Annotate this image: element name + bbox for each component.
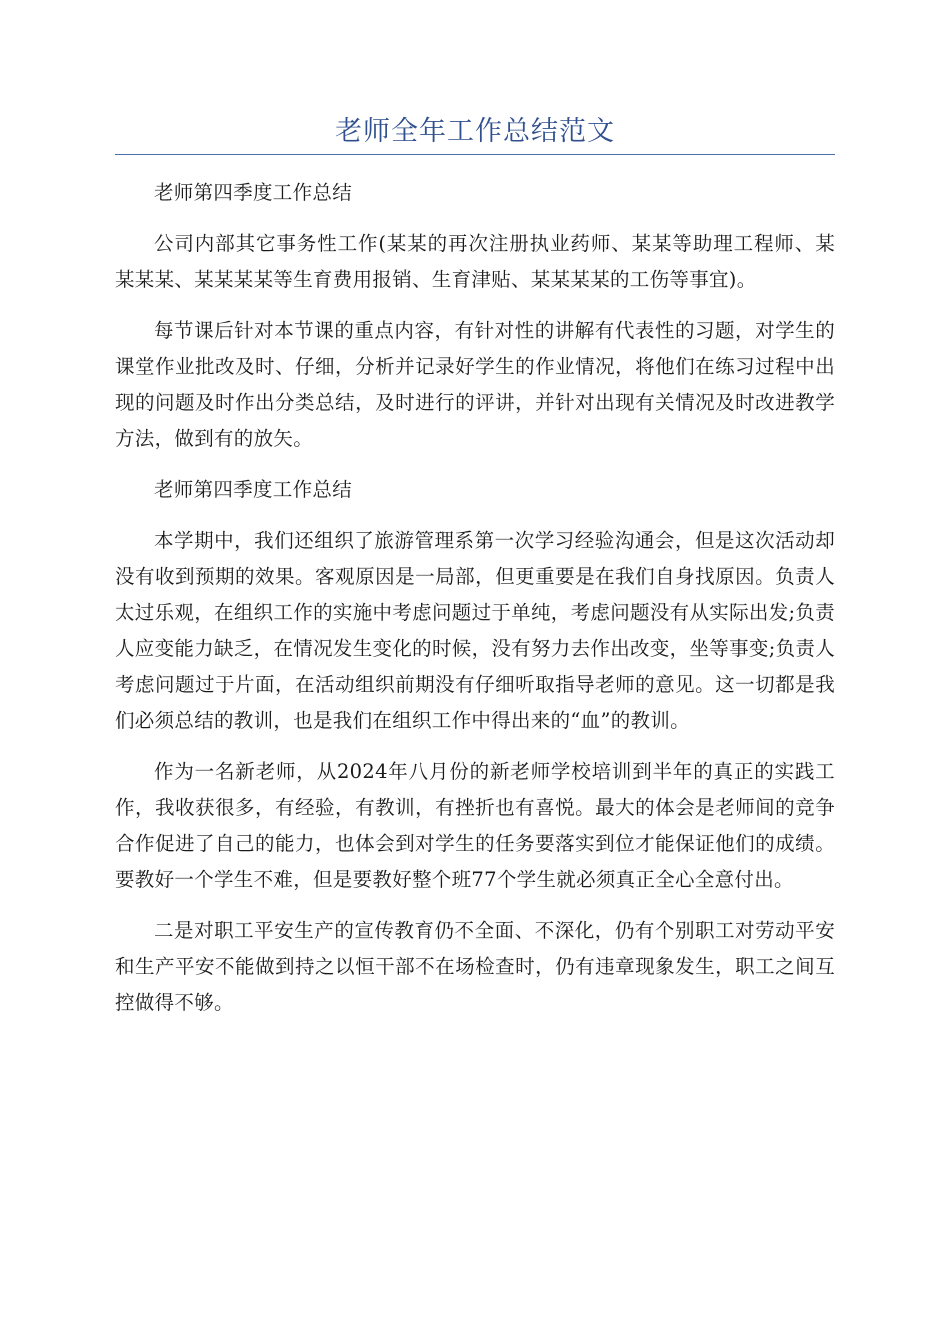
document-body — [115, 175, 835, 1021]
section-heading: 老师第四季度工作总结 — [154, 478, 353, 501]
paragraph: 公司内部其它事务性工作(某某的再次注册执业药师、某某等助理工程师、某某某某、某某某某等生育费用报销、生育津贴、某某某某的工伤等事宜)。 — [115, 232, 835, 291]
document-title: 老师全年工作总结范文 — [335, 116, 615, 147]
paragraph: 每节课后针对本节课的重点内容，有针对性的讲解有代表性的习题，对学生的课堂作业批改及时、仔细，分析并记录好学生的作业情况，将他们在练习过程中出现的问题及时作出分类总结，及时进行的评讲，并针对出现有关情况及时改进教学方法，做到有的放矢。 — [115, 319, 835, 450]
paragraph: 作为一名新老师，从2024年八月份的新老师学校培训到半年的真正的实践工作，我收获很多，有经验，有教训，有挫折也有喜悦。最大的体会是老师间的竞争合作促进了自己的能力，也体会到对学生的任务要落实到位才能保证他们的成绩。要教好一个学生不难，但是要教好整个班77个学生就必须真正全心全意付出。 — [115, 760, 835, 891]
document-page — [115, 0, 835, 1036]
paragraph: 本学期中，我们还组织了旅游管理系第一次学习经验沟通会，但是这次活动却没有收到预期的效果。客观原因是一局部，但更重要是在我们自身找原因。负责人太过乐观，在组织工作的实施中考虑问题过于单纯，考虑问题没有从实际出发;负责人应变能力缺乏，在情况发生变化的时候，没有努力去作出改变，坐等事变;负责人考虑问题过于片面，在活动组织前期没有仔细听取指导老师的意见。这一切都是我们必须总结的教训，也是我们在组织工作中得出来的“血”的教训。 — [115, 529, 835, 732]
paragraph: 二是对职工平安生产的宣传教育仍不全面、不深化，仍有个别职工对劳动平安和生产平安不能做到持之以恒干部不在场检查时，仍有违章现象发生，职工之间互控做得不够。 — [115, 919, 835, 1014]
title-divider — [115, 154, 835, 155]
section-heading: 老师第四季度工作总结 — [154, 181, 353, 204]
